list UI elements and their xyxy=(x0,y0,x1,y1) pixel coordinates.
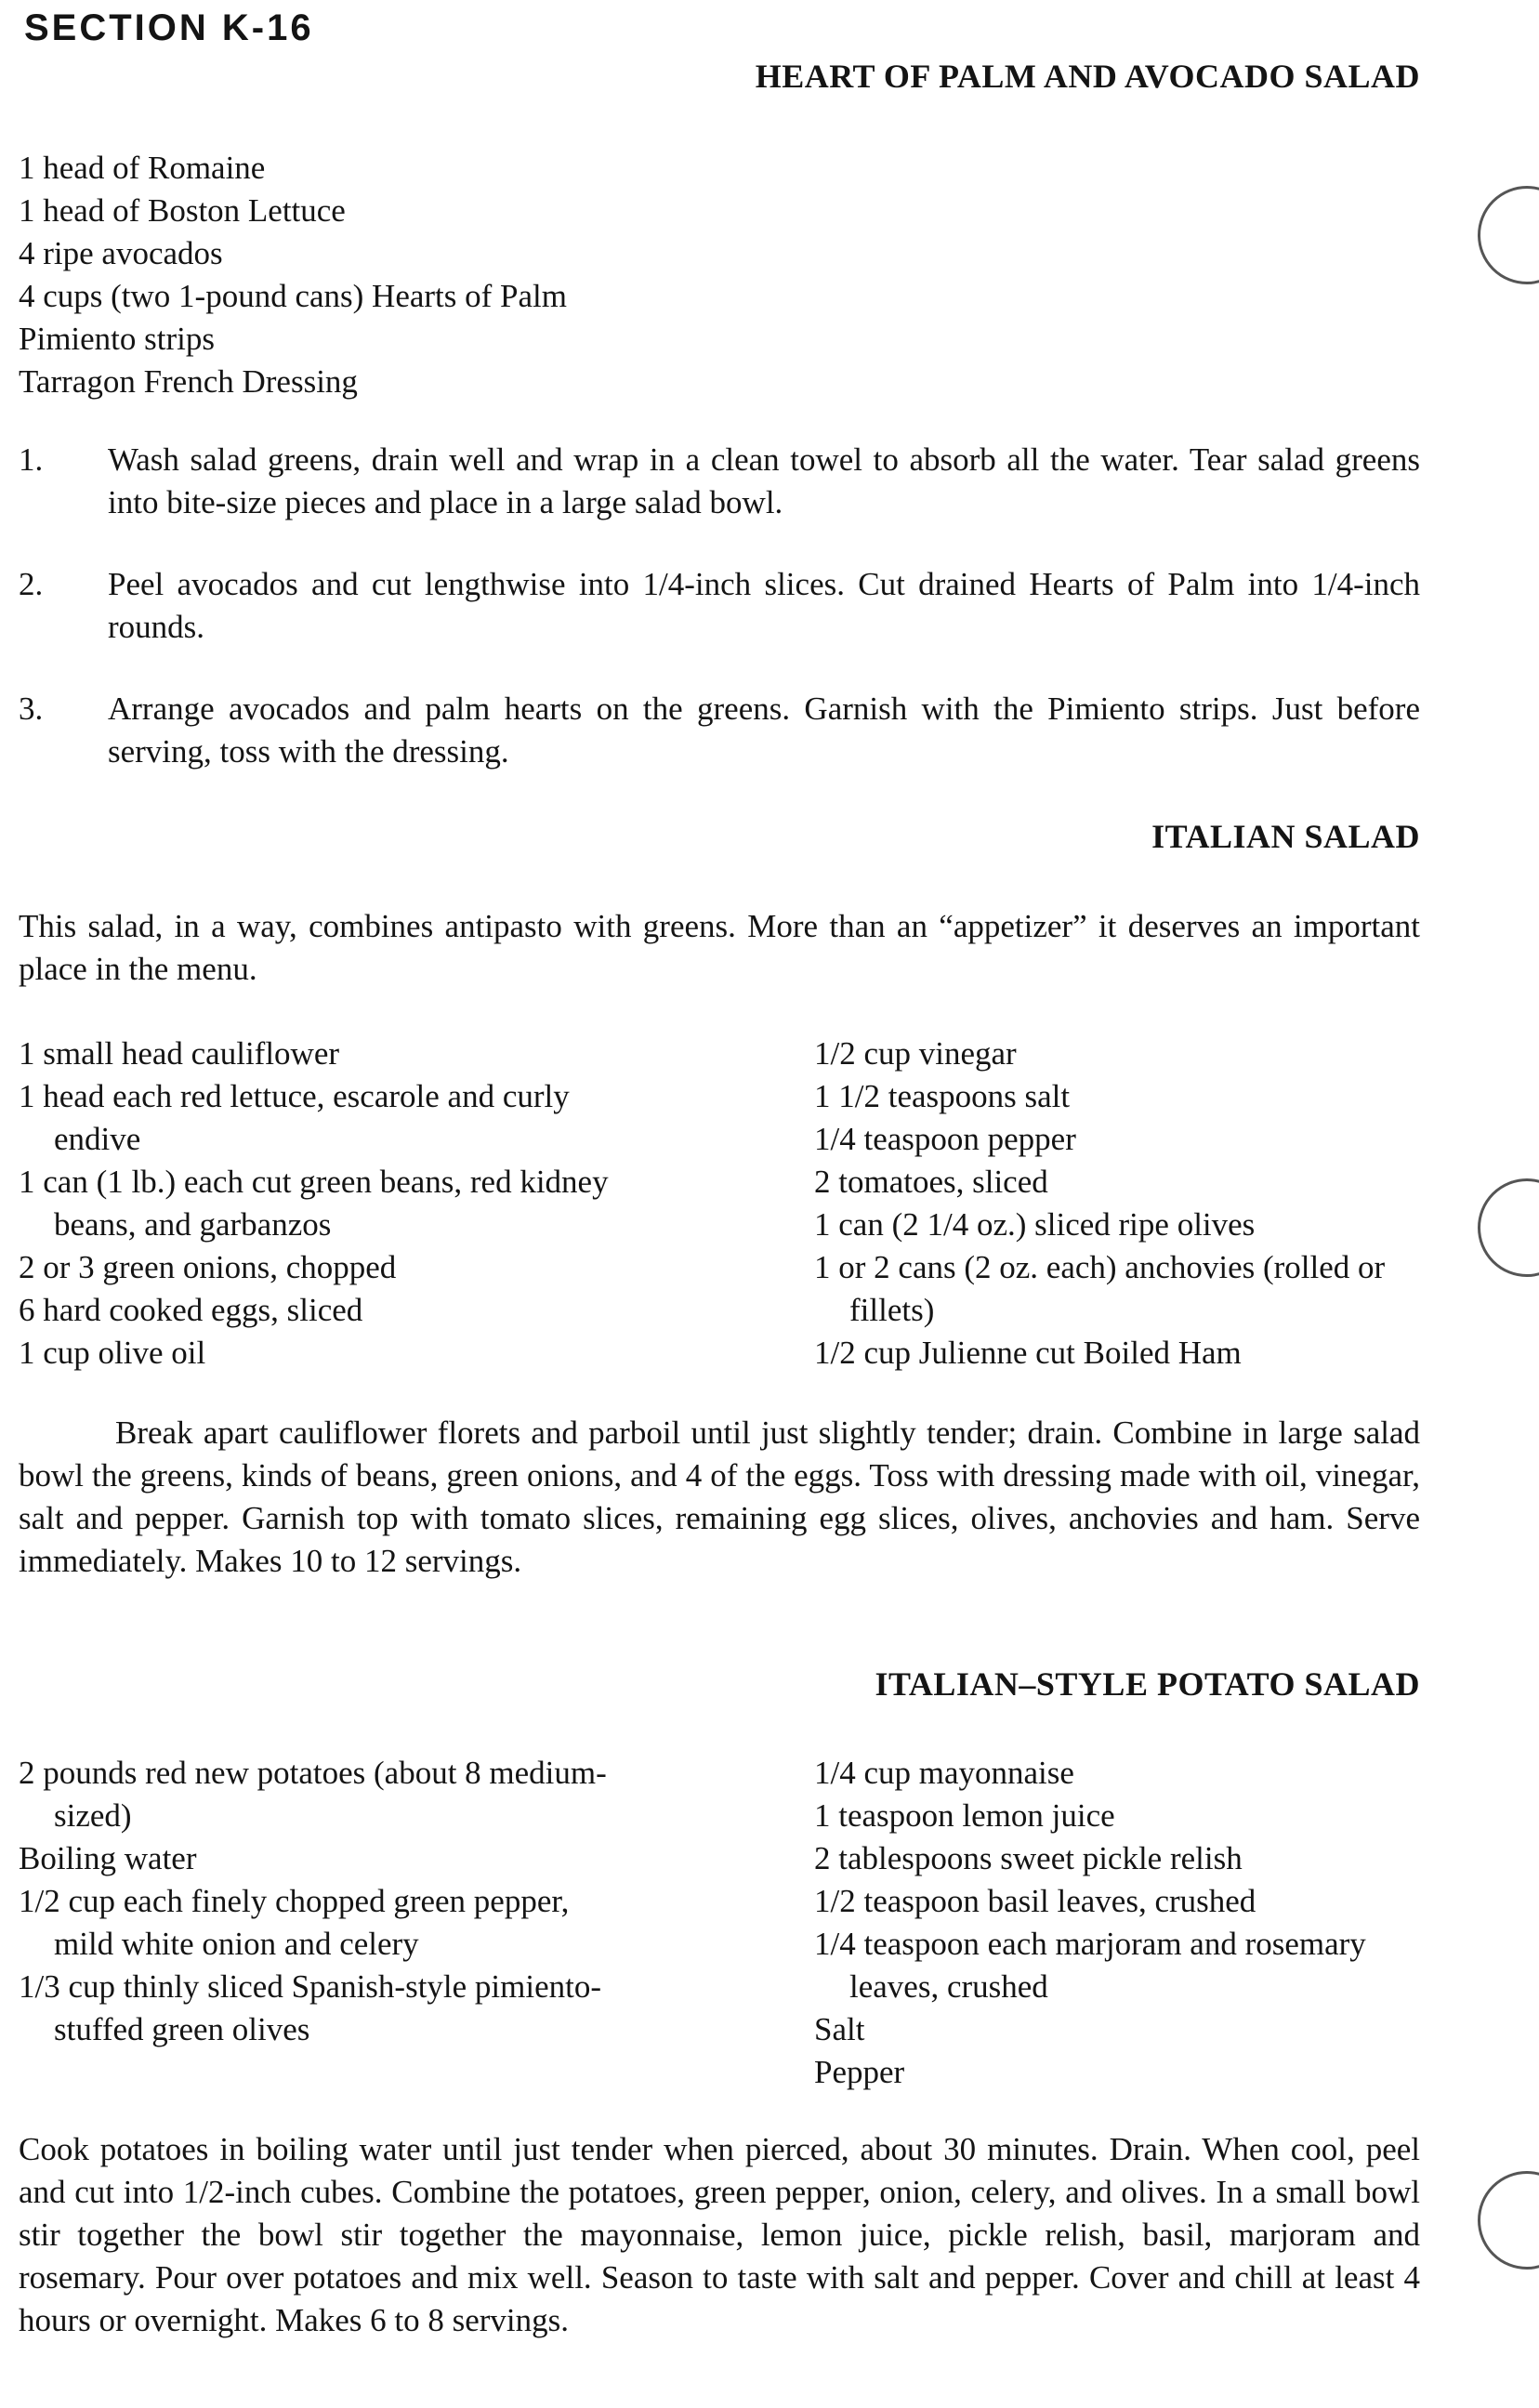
ingredient-item: 1 teaspoon lemon juice xyxy=(814,1797,1115,1834)
ingredient-item: Salt xyxy=(814,2011,865,2047)
binder-hole xyxy=(1478,186,1539,284)
ingredient-item: 2 tomatoes, sliced xyxy=(814,1164,1048,1200)
ingredient-item: 1 can (1 lb.) each cut green beans, red kidney beans, and garbanzos xyxy=(19,1164,609,1243)
ingredient-item: 4 ripe avocados xyxy=(19,235,223,271)
binder-hole xyxy=(1478,1178,1539,1277)
ingredient-list-left xyxy=(19,1752,613,2051)
step-item xyxy=(19,563,1420,649)
ingredient-item: 1/3 cup thinly sliced Spanish-style pimiento-stuffed green olives xyxy=(19,1968,602,2047)
recipe-title-potato-salad: ITALIAN–STYLE POTATO SALAD xyxy=(875,1665,1420,1703)
ingredient-list-right xyxy=(814,1033,1455,1375)
ingredient-item: 2 or 3 green onions, chopped xyxy=(19,1249,397,1285)
ingredient-item: 1 head each red lettuce, escarole and curly endive xyxy=(19,1078,570,1157)
ingredient-list-heart-of-palm xyxy=(19,147,855,403)
section-label: SECTION K-16 xyxy=(24,7,314,48)
ingredient-item: 1 can (2 1/4 oz.) sliced ripe olives xyxy=(814,1206,1256,1243)
ingredient-item: 6 hard cooked eggs, sliced xyxy=(19,1292,363,1328)
ingredient-item: 2 tablespoons sweet pickle relish xyxy=(814,1840,1243,1876)
ingredient-item: Boiling water xyxy=(19,1840,197,1876)
step-text: Wash salad greens, drain well and wrap in a clean towel to absorb all the water. Tear salad greens into bite-size pieces and place in a large salad bowl. xyxy=(108,441,1420,520)
ingredient-item: 1/4 teaspoon pepper xyxy=(814,1121,1076,1157)
ingredient-item: 1/2 teaspoon basil leaves, crushed xyxy=(814,1883,1256,1919)
ingredient-item: Pimiento strips xyxy=(19,321,215,357)
step-item xyxy=(19,688,1420,773)
recipe-directions: Break apart cauliflower florets and parboil until just slightly tender; drain. Combine in large salad bowl the greens, kinds of beans, green onions, and 4 of the eggs. Toss with dressing made with oil, vinegar, salt and pepper. Garnish top with tomato slices, remaining egg slices, olives, anchovies and ham. Serve immediately. Makes 10 to 12 servings. xyxy=(19,1415,1420,1579)
ingredient-item: 1/4 cup mayonnaise xyxy=(814,1755,1074,1791)
step-item xyxy=(19,439,1420,524)
ingredient-item: 1 cup olive oil xyxy=(19,1335,206,1371)
steps-heart-of-palm xyxy=(19,439,1420,773)
ingredient-item: 4 cups (two 1-pound cans) Hearts of Palm xyxy=(19,278,568,314)
ingredient-item: 1/2 cup vinegar xyxy=(814,1035,1017,1072)
ingredient-item: Pepper xyxy=(814,2054,905,2090)
step-number: 1. xyxy=(19,441,44,478)
recipe-title-heart-of-palm: HEART OF PALM AND AVOCADO SALAD xyxy=(755,58,1420,95)
ingredient-item: 1 or 2 cans (2 oz. each) anchovies (rolled or fillets) xyxy=(814,1249,1386,1328)
ingredient-item: 1 small head cauliflower xyxy=(19,1035,340,1072)
ingredient-list-right xyxy=(814,1752,1455,2094)
ingredient-item: 1 1/2 teaspoons salt xyxy=(814,1078,1071,1114)
binder-hole xyxy=(1478,2171,1539,2270)
recipe-title-italian-salad: ITALIAN SALAD xyxy=(1151,818,1420,855)
ingredient-item: 1/4 teaspoon each marjoram and rosemary leaves, crushed xyxy=(814,1926,1366,2005)
ingredient-item: 1/2 cup Julienne cut Boiled Ham xyxy=(814,1335,1242,1371)
step-number: 2. xyxy=(19,566,44,602)
step-number: 3. xyxy=(19,691,44,727)
ingredient-item: 2 pounds red new potatoes (about 8 medium-sized) xyxy=(19,1755,607,1834)
ingredient-item: 1 head of Boston Lettuce xyxy=(19,192,346,229)
ingredient-list-left xyxy=(19,1033,669,1375)
ingredient-item: Tarragon French Dressing xyxy=(19,363,358,400)
recipe-directions: Cook potatoes in boiling water until just tender when pierced, about 30 minutes. Drain. When cool, peel and cut into 1/2-inch cubes. Combine the potatoes, green pepper, onion, celery, and olives. In a small bowl stir together the bowl stir together the mayonnaise, lemon juice, pickle relish, basil, marjoram and rosemary. Pour over potatoes and mix well. Season to taste with salt and pepper. Cover and chill at least 4 hours or overnight. Makes 6 to 8 servings. xyxy=(19,2131,1420,2338)
ingredient-item: 1/2 cup each finely chopped green pepper, mild white onion and celery xyxy=(19,1883,570,1962)
step-text: Arrange avocados and palm hearts on the greens. Garnish with the Pimiento strips. Just before serving, toss with the dressing. xyxy=(108,691,1420,770)
ingredient-item: 1 head of Romaine xyxy=(19,150,266,186)
recipe-intro: This salad, in a way, combines antipasto with greens. More than an “appetizer” it deserves an important place in the menu. xyxy=(19,908,1420,987)
step-text: Peel avocados and cut lengthwise into 1/4-inch slices. Cut drained Hearts of Palm into 1/4-inch rounds. xyxy=(108,566,1420,645)
